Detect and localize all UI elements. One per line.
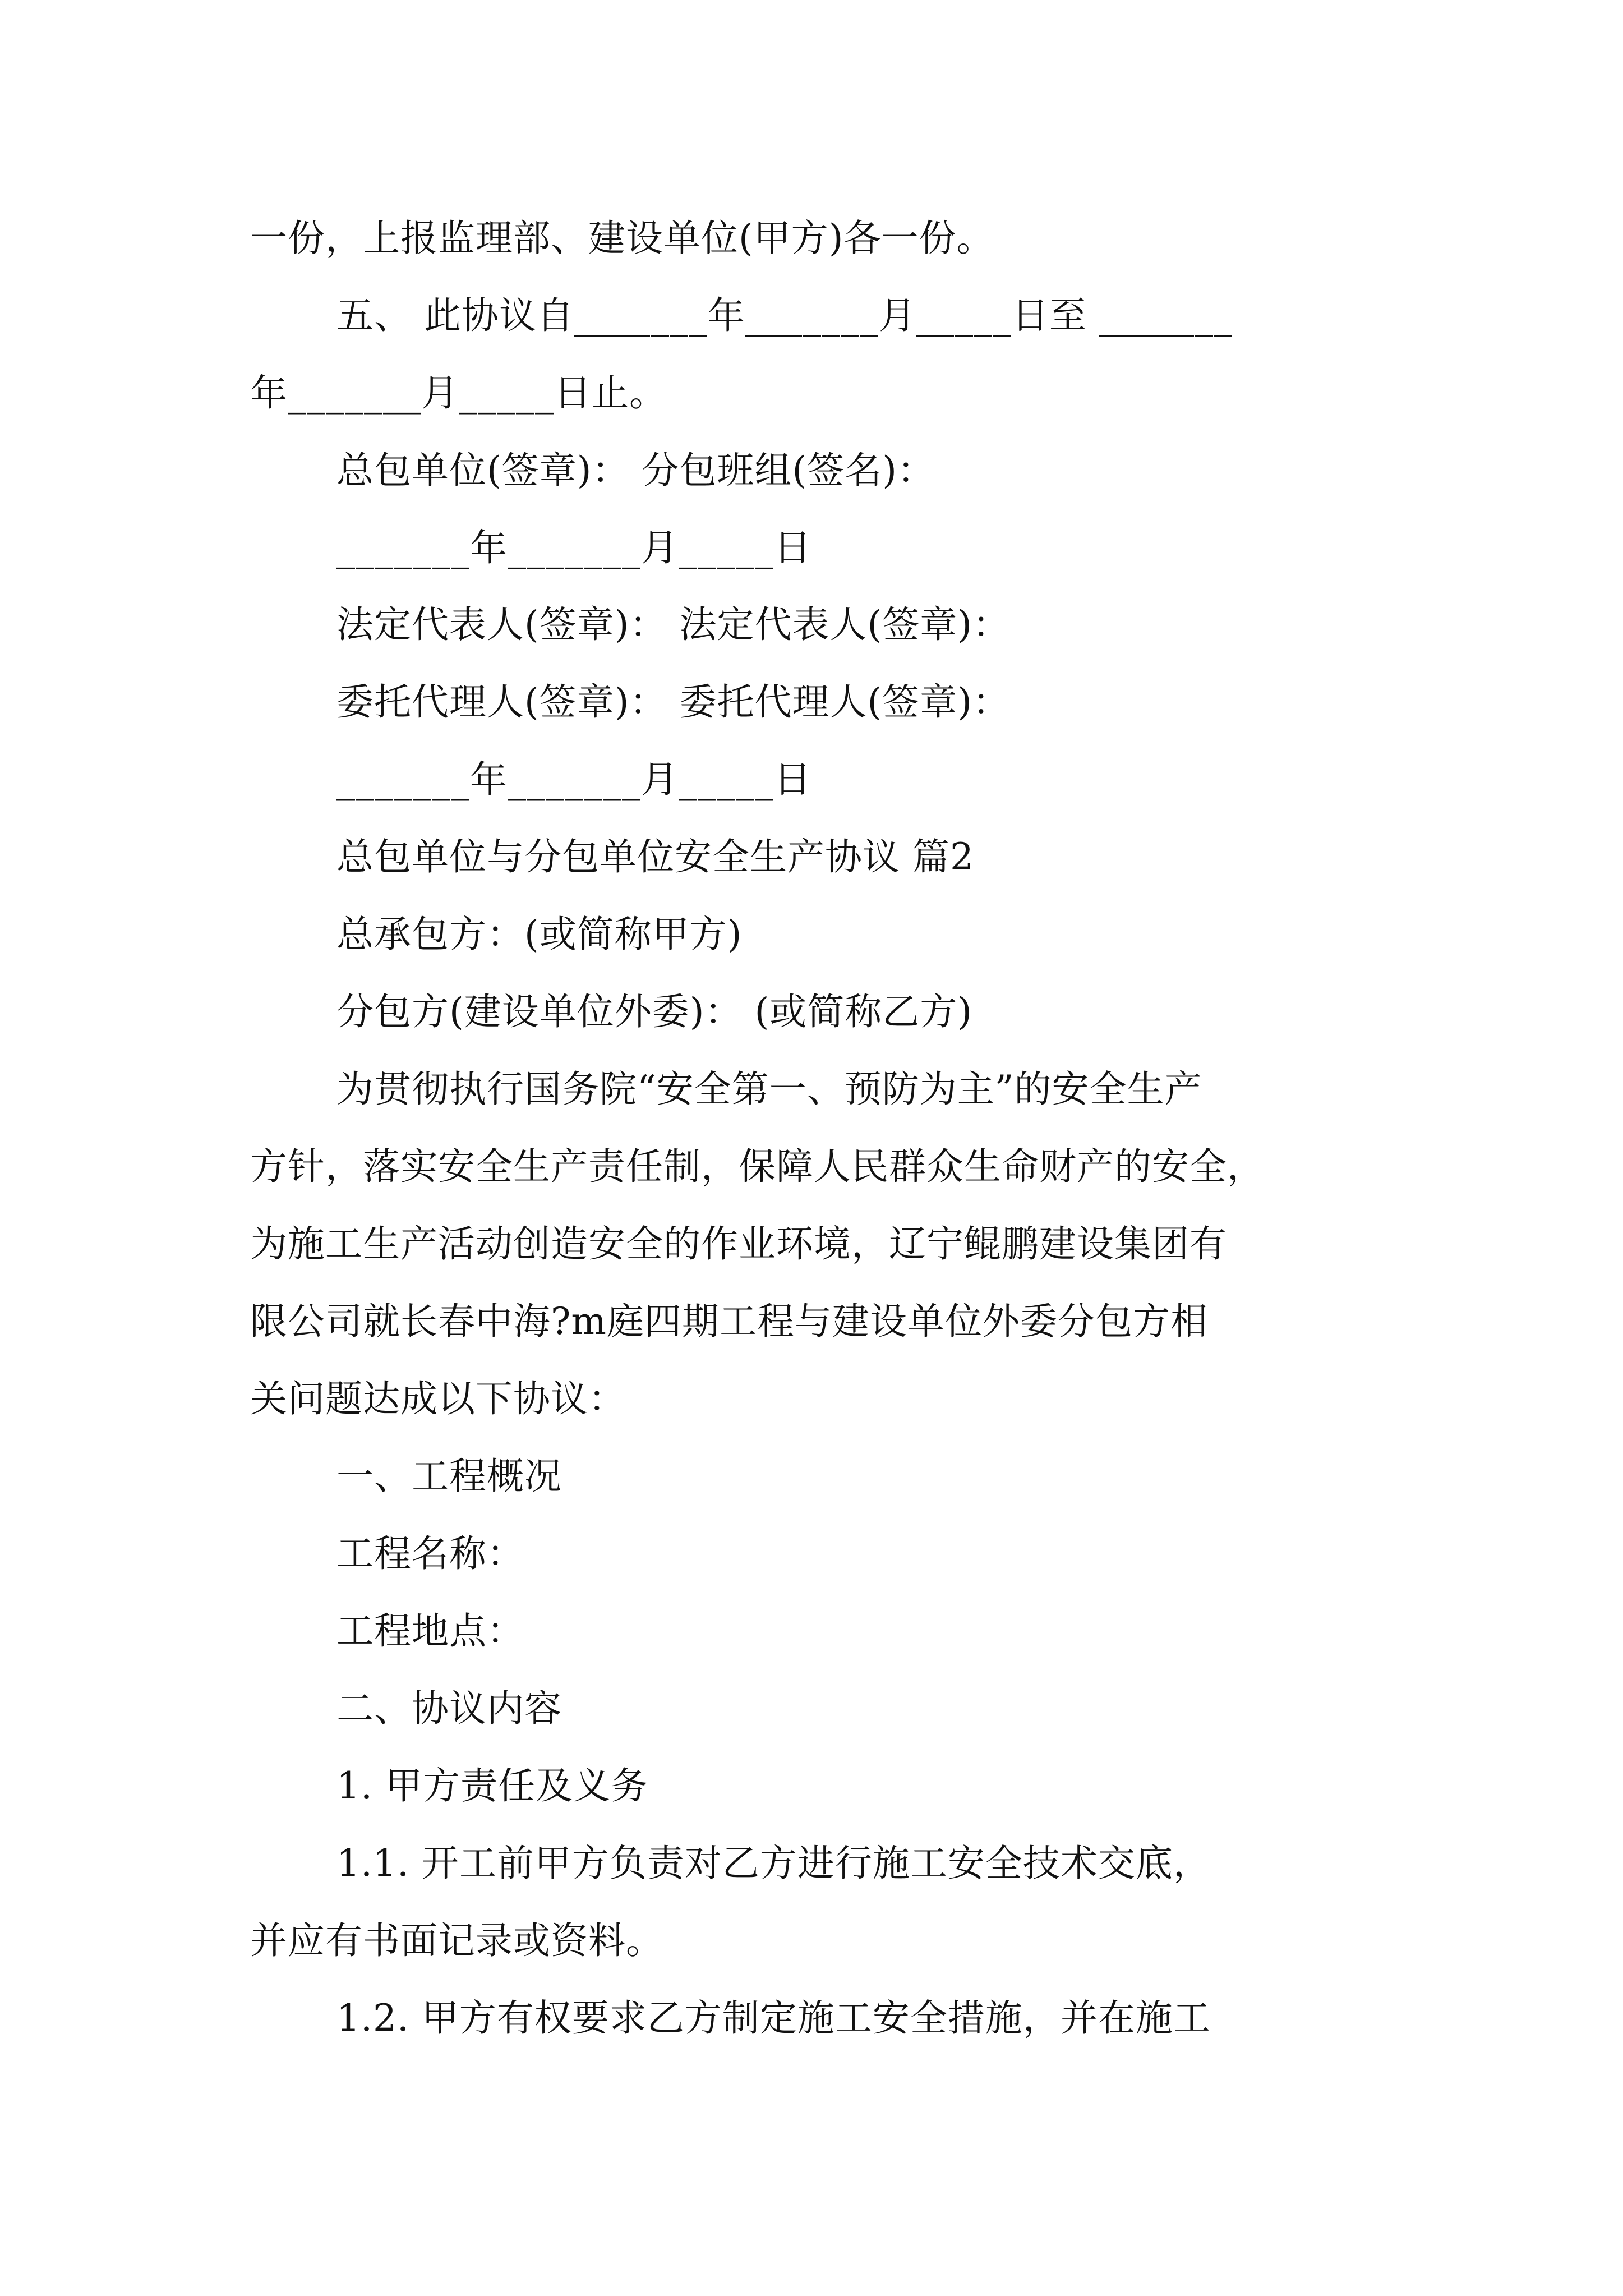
paragraph-line-2: 方针，落实安全生产责任制，保障人民群众生命财产的安全， xyxy=(250,1145,1265,1188)
text-line-1: 一份，上报监理部、建设单位(甲方)各一份。 xyxy=(250,217,994,260)
party-b-line: 分包方(建设单位外委)： (或简称乙方) xyxy=(336,990,972,1033)
authorized-agent-line: 委托代理人(签章)： 委托代理人(签章)： xyxy=(336,680,1010,724)
signature-parties: 总包单位(签章)： 分包班组(签名)： xyxy=(336,449,935,492)
text-line-2: 五、 此协议自_______年_______月_____日至 _______ xyxy=(336,294,1233,337)
project-location-label: 工程地点： xyxy=(336,1609,524,1653)
heading-project-overview: 一、工程概况 xyxy=(336,1455,562,1498)
heading-agreement-content: 二、协议内容 xyxy=(336,1687,562,1730)
text-line-3: 年_______月_____日止。 xyxy=(250,371,667,415)
paragraph-line-4: 限公司就长春中海?m庭四期工程与建设单位外委分包方相 xyxy=(250,1300,1208,1343)
clause-1-1-line-1: 1.1. 开工前甲方负责对乙方进行施工安全技术交底， xyxy=(336,1842,1211,1885)
party-a-line: 总承包方：(或简称甲方) xyxy=(336,913,743,956)
paragraph-line-1: 为贯彻执行国务院“安全第一、预防为主”的安全生产 xyxy=(336,1068,1202,1111)
legal-representative-line: 法定代表人(签章)： 法定代表人(签章)： xyxy=(336,603,1010,646)
date-line-1: _______年_______月_____日 xyxy=(336,526,811,569)
clause-1-heading: 1. 甲方责任及义务 xyxy=(336,1764,648,1807)
project-name-label: 工程名称： xyxy=(336,1532,524,1575)
date-line-2: _______年_______月_____日 xyxy=(336,758,811,801)
paragraph-line-5: 关问题达成以下协议： xyxy=(250,1377,626,1420)
clause-1-2-line-1: 1.2. 甲方有权要求乙方制定施工安全措施，并在施工 xyxy=(336,1996,1211,2040)
clause-1-1-line-2: 并应有书面记录或资料。 xyxy=(250,1919,663,1962)
paragraph-line-3: 为施工生产活动创造安全的作业环境，辽宁鲲鹏建设集团有 xyxy=(250,1222,1227,1266)
section-title: 总包单位与分包单位安全生产协议 篇2 xyxy=(336,835,974,878)
